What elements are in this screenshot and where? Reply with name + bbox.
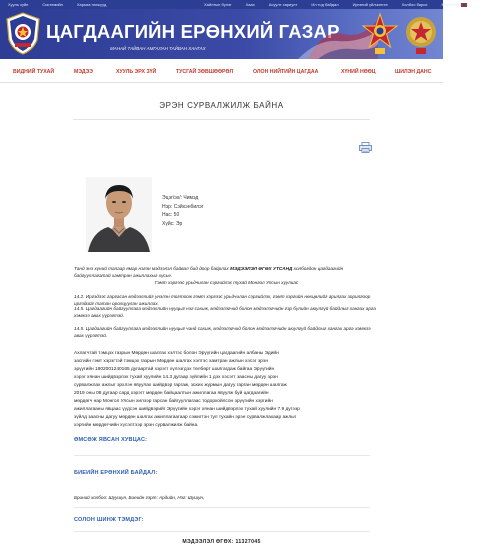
top-link[interactable]: Асуулт хариулт xyxy=(268,2,298,7)
case-description xyxy=(74,350,374,430)
order-medal-icon xyxy=(361,12,399,56)
case-line: 2019 оны 08 дугаар сард хэрэгт мөрдөн байцаалтын ажиллагаа явуулж буй цагдаагийн xyxy=(74,390,269,396)
nav-item-public-police[interactable]: ОЛОН НИЙТИЙН ЦАГДАА xyxy=(253,69,319,75)
section-divider xyxy=(74,531,370,532)
case-line: эрүүгийн 1802001240165 дугаартай хэрэгт хүлээгдэх төлбөрт шалгагдаж байгаа Эрүүгийн xyxy=(74,366,275,372)
header-banner xyxy=(0,9,443,59)
intro-bold-text: МЭДЭЭЛЭЛ ӨГӨХ УТСАНД xyxy=(230,266,293,271)
nav-item-glass-account[interactable]: ШИЛЭН ДАНС xyxy=(395,69,432,75)
father-name: Эцэг/эх/: Чимэд xyxy=(162,195,199,201)
intro-text-suffix: холбогдон цагдаагийн xyxy=(293,266,344,271)
nav-item-permits[interactable]: ТУСГАЙ ЗӨВШӨӨРӨЛ xyxy=(176,69,234,75)
top-link[interactable]: Хаах xyxy=(245,2,255,7)
wanted-person-photo xyxy=(86,177,152,252)
intro-text-line2: байгууллагатай хамтран ажиллахыг хүсье. xyxy=(74,272,173,278)
law-article-2: 14.5. Цагдаагийн байгууллага мэдээллийн нууцыг нэг сахиж, мэдээлэгчид болон мэдээлэгчийн гэр бүлийн аюулгүй байдлыг хангах арга хэмжээ авах үүрэгтэй. xyxy=(74,306,376,318)
given-name: Нэр: Сэйхэнбилэг xyxy=(162,203,204,210)
section-divider xyxy=(74,507,370,508)
section-divider xyxy=(74,455,370,456)
case-line: мөрдөгч нар Монгол Улсын хилээр гарсан байгууллагаас тодорхойлсон эрүүгийн хэргийн xyxy=(74,398,273,404)
report-phone[interactable]: МЭДЭЭЛЭЛ ӨГӨХ: 11327045 xyxy=(182,539,261,545)
top-link[interactable]: Иргэний үйлчилгээ xyxy=(352,2,388,7)
case-line: ажиллагааны явцаас үүдсэн шийдвэрийг Эрүүгийн хэрэг хянан шийдвэрлэх тухай хуулийн 7.9 дүгээр xyxy=(74,406,300,412)
star-medal-icon xyxy=(402,12,440,56)
appearance-details: Бриний холбоо: Шуушун, Биеийн гэрт: Ардийн, Нэг: Шушун, xyxy=(74,495,205,500)
top-right-links xyxy=(204,0,481,9)
gender: Хүйс: Эр xyxy=(162,220,183,227)
top-link[interactable]: Системийн xyxy=(42,2,63,7)
case-line: засгийн гэмт хэрэгтэй тэмцэх газрын Мөрдөн шалгах хэлтэс хамтран ажлын хэсэг эрэн xyxy=(74,358,269,364)
nav-item-news[interactable]: МЭДЭЭ xyxy=(74,69,93,75)
main-nav xyxy=(0,63,443,83)
site-subtitle: МАНАЙ ТАЙВАН АМГАЛАН ТАЙВАН ХАНГАХ xyxy=(110,46,206,51)
case-line: сурвалжлах ажлыг эрхлэн явуулах шийдвэр гаргаж, зохих журмын дагуу гарган мөрдөн шалгаж xyxy=(74,382,287,388)
case-line: хэрэг хянан шийдвэрлэх тухай хуулийн 14.3 дугаар зүйлийн 1 дэх хэсэгт заасны дагуу эрэн xyxy=(74,374,278,380)
appearance-heading: БИЕИЙН ЕРӨНХИЙ БАЙДАЛ: xyxy=(74,470,158,476)
nav-item-about[interactable]: ВИДНИЙ ТУХАЙ xyxy=(13,69,55,75)
nav-item-law[interactable]: ХУУЛЬ ЭРХ ЗҮЙ xyxy=(116,69,157,75)
top-link[interactable]: Хууль зүйн xyxy=(8,2,29,7)
law-article-3: 14.5. Цагдаагийн байгууллага мэдээллийн нууцыг чанд сахиж, мэдээлэгчид болон мэдээлэгчийн аюулгүй байдлыг хангах арга хэмжээ авах үүрэгтэй. xyxy=(74,326,371,338)
case-line: зүйлд заасны дагуу мөрдөн шалгах ажиллагаагаар сэжигтэн тул тухайн эрэн сурвалжлахаар ажлыг xyxy=(74,414,297,420)
language-label: ENGLISH xyxy=(441,2,460,7)
page-title: ЭРЭН СУРВАЛЖИЛЖ БАЙНА xyxy=(159,101,284,110)
person-info xyxy=(162,194,203,228)
title-divider xyxy=(73,119,370,120)
clothing-heading: ӨМСӨЖ ЯВСАН ХУВЦАС: xyxy=(74,437,148,443)
top-link[interactable]: Харьяа нэгжүүд xyxy=(76,2,107,7)
distinctive-marks-heading: СОЛОН ШИНЖ ТЭМДЭГ: xyxy=(74,517,144,523)
intro-text: Танд энэ хүний талаар ямар нэгэн мэдээлэл байвал бид доор байрлах xyxy=(74,266,229,271)
top-link[interactable]: Хайлтын бүлэг xyxy=(204,2,232,7)
law-reference: Гэмт хэргээс урьдчилан сэргийлэх тухай Монгол Улсын хуулиас xyxy=(154,280,299,285)
top-left-links xyxy=(0,2,120,7)
police-emblem-icon[interactable] xyxy=(5,12,41,55)
case-line: Ахлагчтай тэмцэх газрын Мөрдөн шалгах хэлтэс болон Эрүүгийн цагдаагийн албаны Эдийн xyxy=(74,351,279,356)
site-title[interactable]: ЦАГДААГИЙН ЕРӨНХИЙ ГАЗАР xyxy=(46,21,340,42)
nav-item-hr[interactable]: ХҮНИЙ НӨӨЦ xyxy=(341,69,376,75)
top-link[interactable]: Холбоо барих xyxy=(401,2,428,7)
law-article-1: 14.2. Иргэдээс гаргасан мэдээллийг үнэлэн тогтоож гэмт хэргээс урьдчилан сэргийлэх, гэмт хэргийн нөхцөлийг арилгах зорилгоор иргэдийг татан оролцуулан ажиллах. xyxy=(74,294,371,306)
language-switch[interactable] xyxy=(441,2,467,7)
printer-icon[interactable] xyxy=(359,142,372,153)
case-line: хэргийн мөрдөгчийн хүсэлтээр эрэн сурвалжилж байна. xyxy=(74,422,199,428)
age: Нас: 50 xyxy=(162,212,180,219)
top-link[interactable]: Ил тод байдал xyxy=(311,2,339,7)
top-utility-bar xyxy=(0,0,460,9)
mongolia-flag-icon xyxy=(461,3,467,7)
intro-paragraph xyxy=(74,266,379,279)
